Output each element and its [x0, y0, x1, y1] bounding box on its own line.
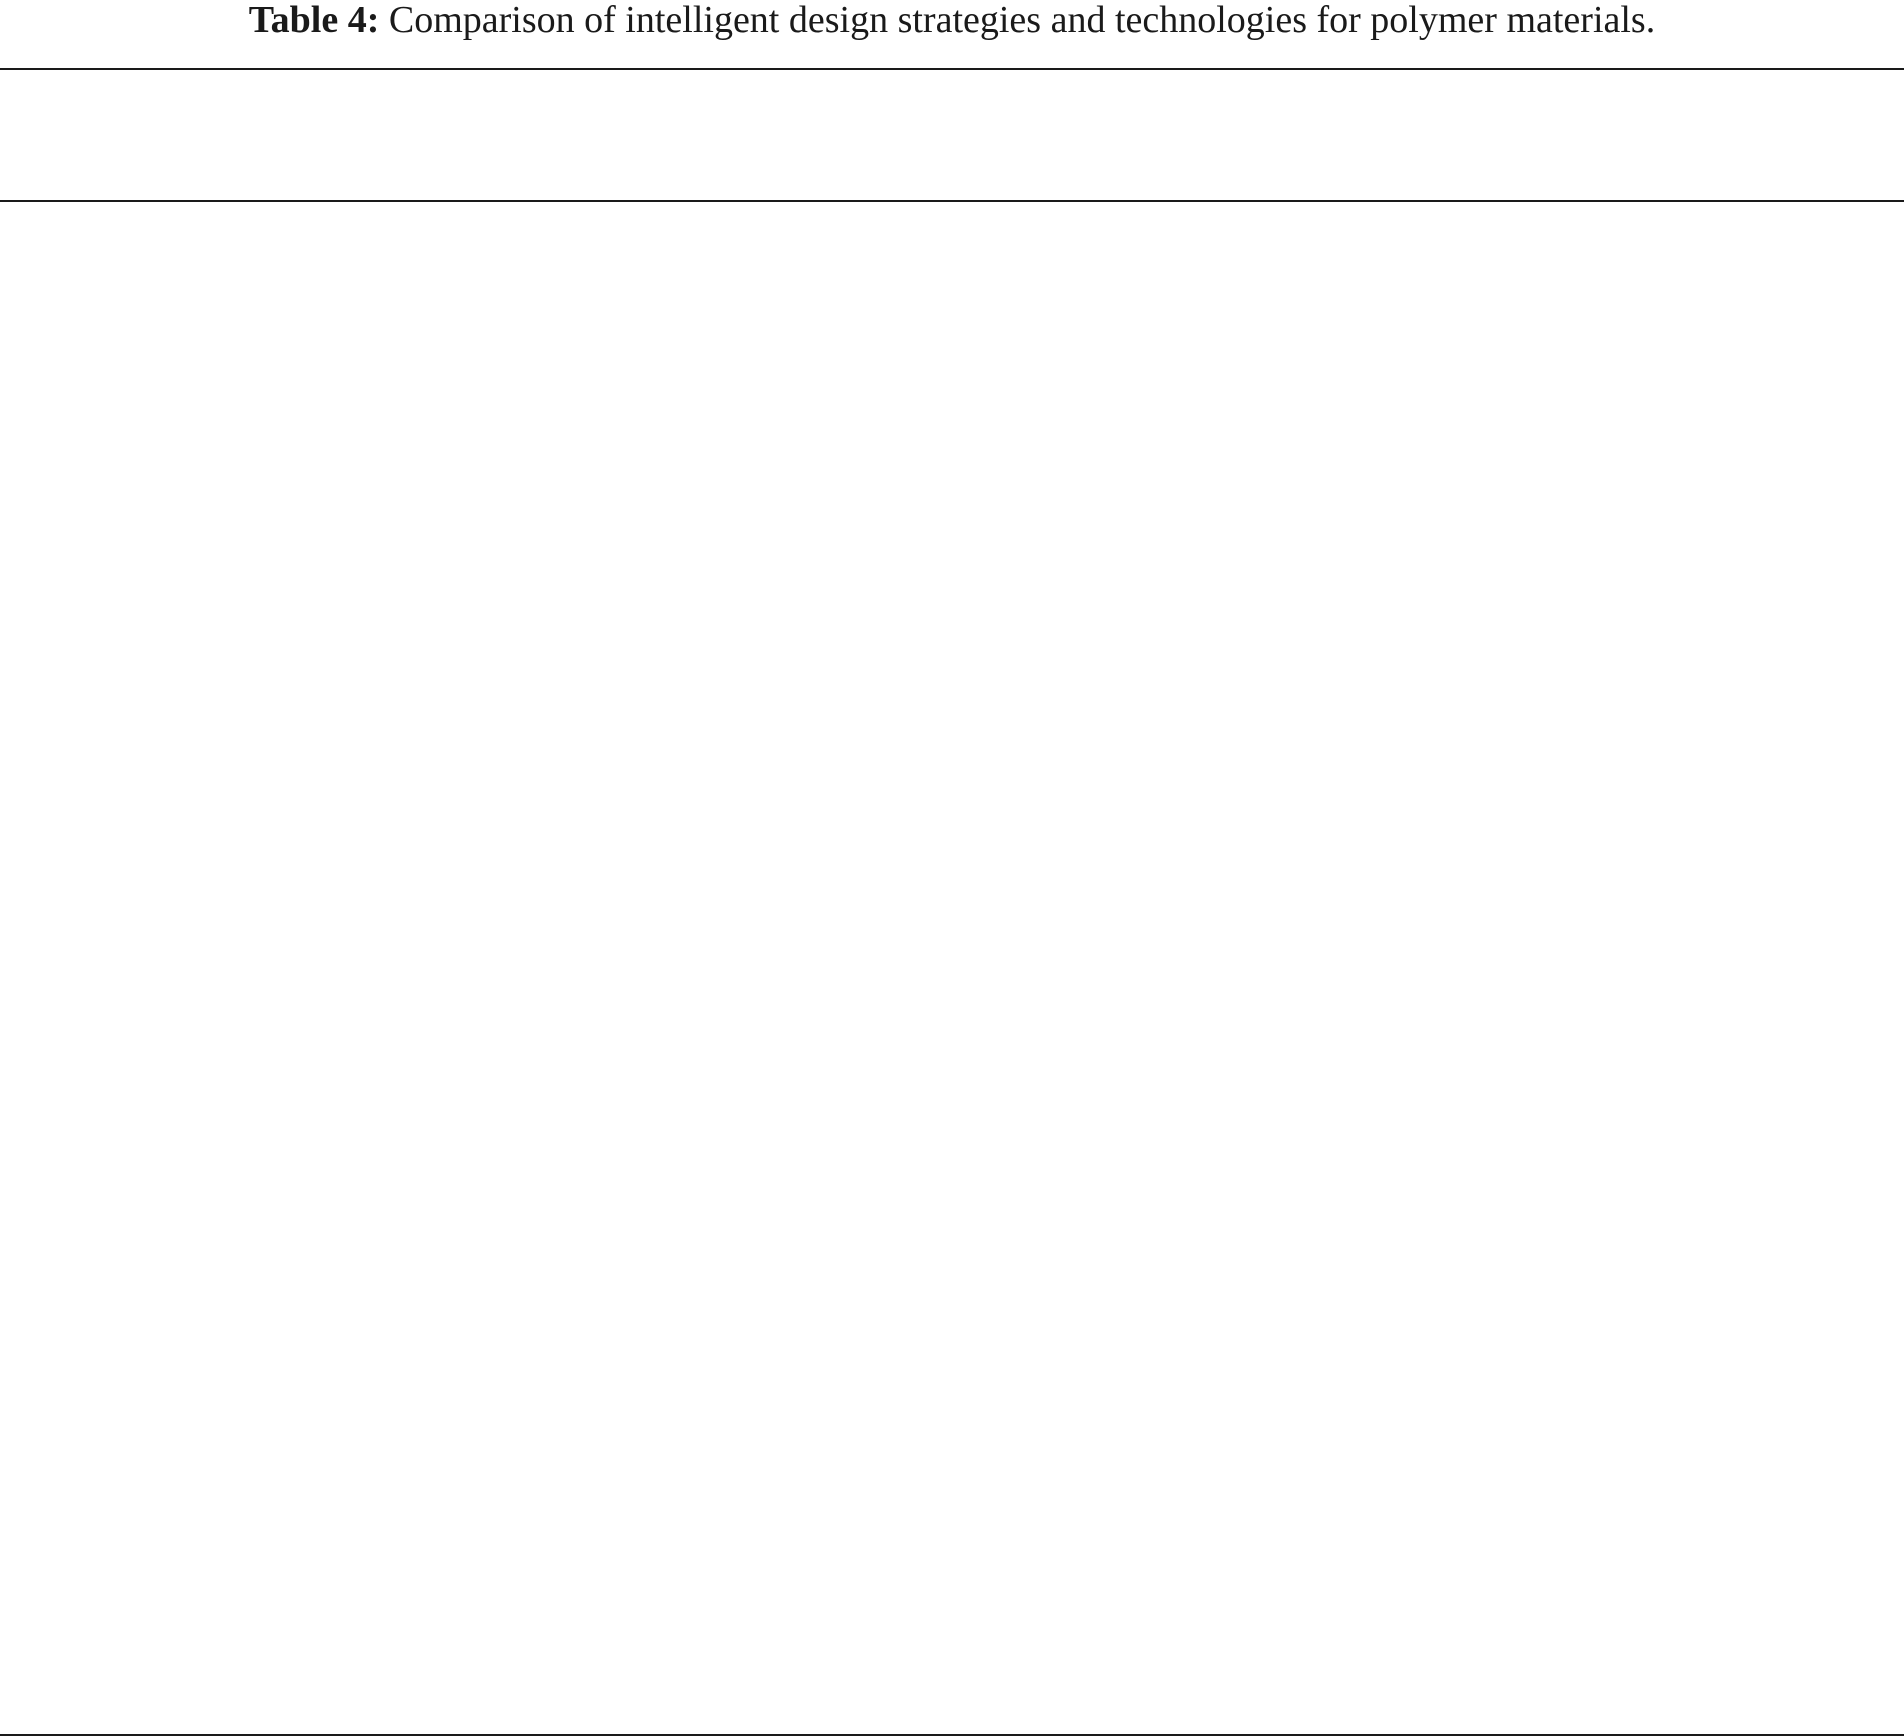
- header-core-technical-method: [290, 70, 690, 200]
- caption-text: Comparison of intelligent design strategies and technologies for polymer materials.: [379, 0, 1656, 41]
- header-design-strategy: [0, 70, 290, 200]
- cell-reverse-design-method: [290, 210, 690, 910]
- table-caption: [0, 0, 1904, 48]
- header-application-case: [690, 70, 1096, 200]
- caption-label: Table 4:: [248, 0, 380, 41]
- cell-htvs-method: [290, 914, 690, 1730]
- cell-reverse-design-application: [690, 210, 1096, 910]
- cell-reverse-design-strategy: [0, 210, 290, 910]
- cell-htvs-strategy: [0, 914, 290, 1730]
- cell-htvs-application: [690, 914, 1096, 1730]
- cell-reverse-design-advantage: [1096, 210, 1502, 910]
- cell-htvs-limitation: [1502, 914, 1904, 1730]
- cell-reverse-design-limitation: [1502, 210, 1904, 910]
- header-limitation: [1502, 70, 1904, 200]
- header-rule: [0, 200, 1904, 202]
- cell-htvs-advantage: [1096, 914, 1502, 1730]
- header-advantage: [1096, 70, 1502, 200]
